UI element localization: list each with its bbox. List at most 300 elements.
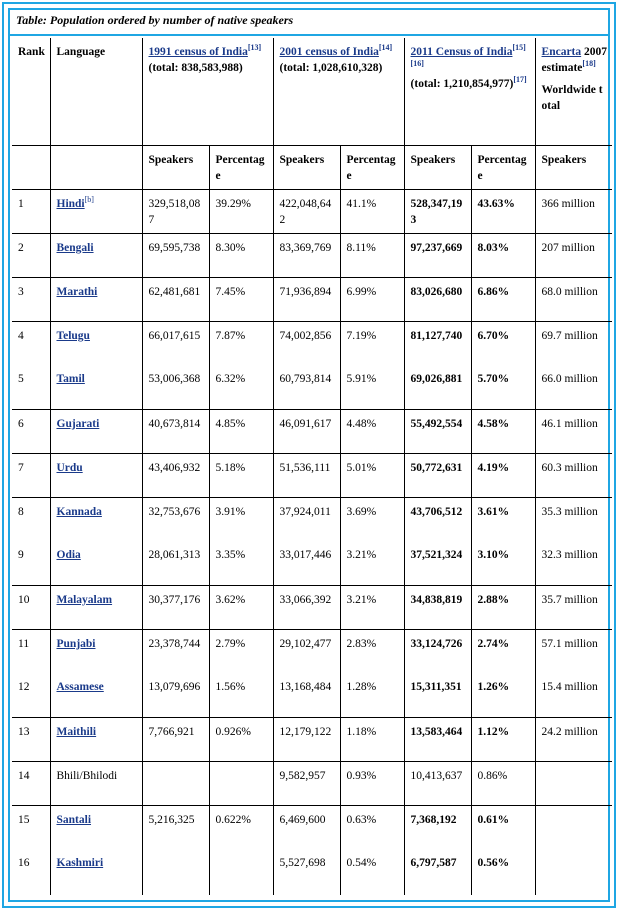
cell-rank-text: 13 [18, 725, 30, 738]
cell-speakers-2001 [273, 409, 340, 453]
cell-encarta [535, 805, 612, 849]
cell-speakers-2011-text: 13,583,464 [410, 725, 463, 738]
cell-speakers-2001-text: 51,536,111 [279, 461, 331, 474]
cell-language [50, 673, 142, 717]
cell-percentage-1991 [209, 233, 273, 277]
cell-percentage-2011-text: 3.61% [477, 505, 510, 518]
cell-percentage-2001-text: 41.1% [346, 197, 377, 210]
cell-speakers-1991-text: 62,481,681 [148, 285, 201, 298]
cell-percentage-2001 [340, 673, 404, 717]
cell-speakers-2011-text: 43,706,512 [410, 505, 463, 518]
cell-encarta [535, 277, 612, 321]
cell-percentage-2011 [471, 321, 535, 365]
cell-percentage-2001-text: 1.18% [346, 725, 377, 738]
cell-speakers-2001 [273, 189, 340, 233]
cell-percentage-1991-text: 5.18% [215, 461, 246, 474]
cell-encarta-text: 68.0 million [541, 285, 598, 298]
cell-speakers-1991 [142, 805, 209, 849]
cell-rank [12, 277, 50, 321]
cell-rank [12, 673, 50, 717]
cell-speakers-1991-text: 30,377,176 [148, 593, 201, 606]
cell-speakers-2011-text: 34,838,819 [410, 593, 463, 606]
link-2011-census[interactable]: 2011 Census of India [410, 46, 513, 58]
cell-language [50, 365, 142, 409]
cell-percentage-1991 [209, 541, 273, 585]
cell-percentage-1991-text: 1.56% [215, 681, 246, 693]
cell-percentage-1991 [209, 409, 273, 453]
header-1991 [142, 38, 273, 145]
encarta-worldwide: Worldwide total [541, 84, 603, 112]
cell-percentage-1991-text: 3.62% [215, 593, 246, 606]
cell-speakers-2001-text: 33,066,392 [279, 593, 332, 606]
cell-speakers-1991-text: 5,216,325 [148, 813, 195, 826]
cell-speakers-1991-text: 40,673,814 [148, 417, 201, 430]
cell-percentage-2011 [471, 585, 535, 629]
cell-language-text[interactable]: Punjabi [56, 637, 96, 650]
cell-language-text[interactable]: Hindi [56, 197, 85, 210]
cell-encarta [535, 673, 612, 717]
subheader-percentage-2011: Percentage [471, 145, 535, 189]
cell-percentage-2001-text: 3.69% [346, 505, 377, 518]
cell-encarta [535, 321, 612, 365]
total-1991: (total: 838,583,988) [148, 62, 243, 74]
cell-encarta [535, 585, 612, 629]
cell-percentage-2011 [471, 277, 535, 321]
cell-percentage-2011-text: 0.56% [477, 857, 510, 869]
cell-speakers-2001-text: 46,091,617 [279, 417, 332, 430]
cell-percentage-2011 [471, 541, 535, 585]
cell-rank-text: 5 [18, 373, 24, 385]
cell-encarta-text: 15.4 million [541, 681, 598, 693]
cell-encarta-text: 57.1 million [541, 637, 598, 650]
cell-speakers-2001 [273, 673, 340, 717]
cell-language-text[interactable]: Marathi [56, 285, 98, 298]
cell-speakers-2011 [404, 673, 471, 717]
cell-percentage-2001 [340, 277, 404, 321]
cell-encarta-text: 207 million [541, 241, 595, 254]
cell-percentage-1991 [209, 805, 273, 849]
cell-speakers-1991 [142, 673, 209, 717]
cell-speakers-2011-text: 81,127,740 [410, 329, 463, 342]
ref-encarta[interactable]: [18] [582, 59, 596, 69]
cell-percentage-2001-text: 0.93% [346, 769, 377, 782]
cell-percentage-2001-text: 8.11% [346, 241, 376, 254]
cell-speakers-2011-text: 528,347,193 [410, 197, 463, 226]
cell-percentage-1991 [209, 761, 273, 805]
cell-percentage-2011-text: 1.26% [477, 681, 510, 693]
cell-percentage-1991-text: 7.87% [215, 329, 246, 342]
header-rank: Rank [12, 38, 50, 145]
header-2001 [273, 38, 404, 145]
cell-percentage-1991-text: 8.30% [215, 241, 246, 254]
cell-speakers-2001 [273, 321, 340, 365]
ref-1991[interactable]: [13] [247, 43, 262, 53]
cell-percentage-2001-text: 3.21% [346, 593, 377, 606]
cell-speakers-2001 [273, 233, 340, 277]
cell-percentage-2011 [471, 189, 535, 233]
cell-speakers-2001 [273, 849, 340, 895]
cell-rank-text: 2 [18, 241, 24, 254]
cell-speakers-2011 [404, 717, 471, 761]
cell-percentage-2011 [471, 717, 535, 761]
subheader-empty-rank [12, 145, 50, 189]
cell-language [50, 541, 142, 585]
cell-speakers-1991 [142, 321, 209, 365]
cell-speakers-2011-text: 7,368,192 [410, 813, 457, 826]
cell-rank [12, 629, 50, 673]
cell-percentage-1991 [209, 717, 273, 761]
cell-speakers-1991-text: 69,595,738 [148, 241, 201, 254]
table-row [12, 673, 612, 717]
cell-rank-text: 15 [18, 813, 30, 826]
cell-encarta-text: 46.1 million [541, 417, 598, 430]
cell-language [50, 717, 142, 761]
cell-language [50, 629, 142, 673]
header-language: Language [50, 38, 142, 145]
cell-percentage-2001 [340, 629, 404, 673]
cell-speakers-1991-text: 32,753,676 [148, 505, 201, 518]
cell-percentage-1991 [209, 189, 273, 233]
cell-language [50, 761, 142, 805]
cell-speakers-1991 [142, 761, 209, 805]
table-body [12, 189, 612, 895]
cell-speakers-1991-text: 28,061,313 [148, 549, 201, 561]
cell-rank [12, 761, 50, 805]
cell-language [50, 805, 142, 849]
cell-encarta [535, 761, 612, 805]
cell-speakers-2001-text: 12,179,122 [279, 725, 332, 738]
subheader-speakers-2001: Speakers [273, 145, 340, 189]
cell-speakers-2001 [273, 629, 340, 673]
cell-speakers-2011 [404, 541, 471, 585]
cell-encarta [535, 365, 612, 409]
cell-speakers-1991 [142, 541, 209, 585]
cell-percentage-2001 [340, 541, 404, 585]
cell-speakers-2011-text: 83,026,680 [410, 285, 463, 298]
cell-percentage-1991 [209, 497, 273, 541]
cell-percentage-2001 [340, 233, 404, 277]
cell-percentage-1991-text: 2.79% [215, 637, 246, 650]
cell-speakers-2001-text: 422,048,642 [279, 197, 332, 226]
caption-divider [10, 34, 608, 36]
table-row [12, 849, 612, 895]
cell-speakers-2001 [273, 497, 340, 541]
cell-speakers-2001-text: 33,017,446 [279, 549, 332, 561]
cell-speakers-2011 [404, 497, 471, 541]
cell-speakers-2001-text: 37,924,011 [279, 505, 331, 518]
cell-speakers-1991 [142, 629, 209, 673]
cell-percentage-1991-text: 0.622% [215, 813, 251, 826]
cell-rank [12, 717, 50, 761]
cell-percentage-2011-text: 3.10% [477, 549, 510, 561]
cell-speakers-1991 [142, 233, 209, 277]
cell-speakers-2001-text: 6,469,600 [279, 813, 326, 826]
cell-speakers-1991-text: 66,017,615 [148, 329, 201, 342]
table-row [12, 321, 612, 365]
cell-percentage-2001 [340, 805, 404, 849]
cell-percentage-2011-text: 5.70% [477, 373, 510, 385]
cell-percentage-1991-text: 4.85% [215, 417, 246, 430]
cell-percentage-2001-text: 6.99% [346, 285, 377, 298]
cell-speakers-2011-text: 33,124,726 [410, 637, 463, 650]
cell-rank [12, 233, 50, 277]
cell-percentage-2001 [340, 453, 404, 497]
total-2011: (total: 1,210,854,977) [410, 78, 514, 90]
cell-speakers-2011 [404, 805, 471, 849]
table-row [12, 541, 612, 585]
cell-language-text[interactable]: Telugu [56, 329, 90, 342]
cell-percentage-2001-text: 7.19% [346, 329, 377, 342]
subheader-speakers-encarta: Speakers [535, 145, 612, 189]
cell-speakers-2011 [404, 189, 471, 233]
cell-rank [12, 805, 50, 849]
cell-language-text[interactable]: Kashmiri [56, 857, 104, 869]
table-row [12, 585, 612, 629]
cell-speakers-2011 [404, 453, 471, 497]
cell-rank [12, 541, 50, 585]
subheader-percentage-1991: Percentage [209, 145, 273, 189]
cell-speakers-2001 [273, 717, 340, 761]
cell-speakers-1991-text: 23,378,744 [148, 637, 201, 650]
table-row [12, 409, 612, 453]
cell-speakers-1991 [142, 409, 209, 453]
cell-percentage-2001-text: 3.21% [346, 549, 377, 561]
cell-speakers-1991 [142, 277, 209, 321]
cell-encarta [535, 233, 612, 277]
cell-encarta-text: 32.3 million [541, 549, 598, 561]
cell-percentage-2001 [340, 849, 404, 895]
cell-percentage-2011 [471, 629, 535, 673]
cell-speakers-2011 [404, 849, 471, 895]
cell-rank-text: 14 [18, 769, 30, 782]
cell-language-text[interactable]: Tamil [56, 373, 85, 385]
total-2001: (total: 1,028,610,328) [279, 62, 383, 74]
cell-rank-text: 12 [18, 681, 30, 693]
cell-speakers-1991 [142, 189, 209, 233]
cell-rank-text: 1 [18, 197, 24, 210]
cell-language-text[interactable]: Bengali [56, 241, 94, 254]
cell-rank [12, 365, 50, 409]
cell-percentage-1991 [209, 629, 273, 673]
cell-speakers-1991-text: 43,406,932 [148, 461, 201, 474]
header-encarta [535, 38, 612, 145]
subheader-speakers-1991: Speakers [142, 145, 209, 189]
cell-speakers-1991 [142, 453, 209, 497]
cell-rank-text: 6 [18, 417, 24, 430]
cell-speakers-2001 [273, 541, 340, 585]
cell-speakers-2011 [404, 321, 471, 365]
cell-percentage-1991 [209, 321, 273, 365]
cell-speakers-2001-text: 13,168,484 [279, 681, 332, 693]
cell-speakers-2001 [273, 761, 340, 805]
cell-language [50, 233, 142, 277]
cell-speakers-2001 [273, 453, 340, 497]
cell-rank-text: 11 [18, 637, 30, 650]
ref-2011-total[interactable]: [17] [513, 75, 527, 85]
cell-rank-text: 16 [18, 857, 30, 869]
cell-rank-text: 7 [18, 461, 24, 474]
table-inner-frame [8, 8, 610, 902]
link-1991-census[interactable]: 1991 census of India [148, 46, 248, 58]
cell-rank [12, 321, 50, 365]
subheader-speakers-2011: Speakers [404, 145, 471, 189]
cell-speakers-2011 [404, 761, 471, 805]
cell-language-text[interactable]: Malayalam [56, 593, 113, 606]
cell-speakers-2001-text: 5,527,698 [279, 857, 326, 869]
cell-rank [12, 409, 50, 453]
cell-percentage-2001 [340, 189, 404, 233]
cell-speakers-1991 [142, 717, 209, 761]
cell-percentage-1991 [209, 849, 273, 895]
cell-percentage-2011-text: 0.61% [477, 813, 510, 826]
cell-speakers-2011 [404, 365, 471, 409]
cell-speakers-2001 [273, 585, 340, 629]
subheader-empty-language [50, 145, 142, 189]
cell-speakers-2011 [404, 629, 471, 673]
table-caption: Table: Population ordered by number of native speakers [16, 13, 294, 27]
cell-percentage-1991 [209, 673, 273, 717]
cell-encarta-text: 35.3 million [541, 505, 598, 518]
cell-speakers-2001 [273, 365, 340, 409]
subheader-row [12, 145, 612, 189]
cell-speakers-2001-text: 83,369,769 [279, 241, 332, 254]
cell-speakers-1991-text: 329,518,087 [148, 197, 201, 226]
cell-speakers-1991 [142, 497, 209, 541]
cell-speakers-2011-text: 97,237,669 [410, 241, 463, 254]
cell-percentage-2011 [471, 453, 535, 497]
cell-percentage-1991-text: 3.35% [215, 549, 246, 561]
ref-2011[interactable]: [15][16] [410, 43, 526, 69]
cell-language [50, 189, 142, 233]
cell-percentage-2011-text: 43.63% [477, 197, 515, 210]
cell-speakers-1991-text: 13,079,696 [148, 681, 201, 693]
cell-speakers-2011-text: 69,026,881 [410, 373, 463, 385]
table-row [12, 277, 612, 321]
table-row [12, 365, 612, 409]
cell-percentage-2011 [471, 805, 535, 849]
cell-percentage-1991 [209, 453, 273, 497]
cell-language-text[interactable]: Gujarati [56, 417, 100, 430]
cell-percentage-1991-text: 0.926% [215, 725, 251, 738]
cell-language-text[interactable]: Santali [56, 813, 92, 826]
cell-language-text[interactable]: Odia [56, 549, 81, 561]
cell-encarta-text: 66.0 million [541, 373, 598, 385]
encarta-estimate: 2007 estimate [541, 46, 608, 74]
cell-percentage-2011 [471, 233, 535, 277]
cell-rank [12, 189, 50, 233]
subheader-percentage-2001: Percentage [340, 145, 404, 189]
cell-speakers-1991 [142, 365, 209, 409]
cell-encarta [535, 541, 612, 585]
cell-percentage-2001 [340, 365, 404, 409]
table-row [12, 453, 612, 497]
population-table [12, 38, 612, 895]
cell-language [50, 277, 142, 321]
cell-rank-text: 9 [18, 549, 24, 561]
cell-encarta-text: 60.3 million [541, 461, 598, 474]
cell-rank-text: 3 [18, 285, 24, 298]
cell-encarta [535, 409, 612, 453]
link-2001-census[interactable]: 2001 census of India [279, 46, 379, 58]
cell-encarta [535, 497, 612, 541]
cell-percentage-1991 [209, 277, 273, 321]
table-row [12, 717, 612, 761]
cell-language-text[interactable]: Maithili [56, 725, 97, 738]
cell-speakers-2011 [404, 585, 471, 629]
table-frame [2, 2, 616, 908]
cell-rank [12, 453, 50, 497]
cell-percentage-2011 [471, 409, 535, 453]
table-row [12, 629, 612, 673]
cell-speakers-2001-text: 29,102,477 [279, 637, 332, 650]
cell-rank [12, 497, 50, 541]
cell-speakers-1991 [142, 849, 209, 895]
cell-speakers-2001-text: 71,936,894 [279, 285, 332, 298]
cell-language [50, 497, 142, 541]
cell-percentage-1991-text: 3.91% [215, 505, 246, 518]
cell-encarta [535, 189, 612, 233]
cell-language-text[interactable]: Assamese [56, 681, 104, 693]
cell-speakers-2001-text: 9,582,957 [279, 769, 326, 782]
cell-percentage-2011 [471, 761, 535, 805]
cell-percentage-2011-text: 2.74% [477, 637, 510, 650]
cell-language-text[interactable]: Urdu [56, 461, 83, 474]
cell-speakers-2001-text: 74,002,856 [279, 329, 332, 342]
cell-language [50, 849, 142, 895]
cell-speakers-1991-text: 53,006,368 [148, 373, 201, 385]
cell-language-text[interactable]: Kannada [56, 505, 102, 518]
cell-percentage-2001-text: 5.01% [346, 461, 377, 474]
cell-speakers-1991 [142, 585, 209, 629]
header-2011 [404, 38, 535, 145]
cell-percentage-2001 [340, 761, 404, 805]
cell-speakers-2011-text: 10,413,637 [410, 769, 463, 782]
cell-encarta [535, 849, 612, 895]
cell-rank-text: 4 [18, 329, 24, 342]
cell-language [50, 453, 142, 497]
table-row [12, 233, 612, 277]
link-encarta[interactable]: Encarta [541, 46, 582, 58]
cell-speakers-2001 [273, 277, 340, 321]
cell-language [50, 409, 142, 453]
cell-percentage-2011 [471, 365, 535, 409]
cell-percentage-2001-text: 5.91% [346, 373, 377, 385]
cell-percentage-2001-text: 1.28% [346, 681, 377, 693]
cell-percentage-2011-text: 6.86% [477, 285, 510, 298]
table-row [12, 805, 612, 849]
ref-2001[interactable]: [14] [378, 43, 393, 53]
cell-percentage-1991-text: 7.45% [215, 285, 246, 298]
table-row [12, 497, 612, 541]
cell-speakers-2011 [404, 409, 471, 453]
cell-rank-text: 8 [18, 505, 24, 518]
cell-percentage-2011 [471, 497, 535, 541]
cell-encarta-text: 69.7 million [541, 329, 598, 342]
cell-speakers-2001-text: 60,793,814 [279, 373, 332, 385]
cell-percentage-2001 [340, 585, 404, 629]
cell-percentage-2001 [340, 321, 404, 365]
cell-speakers-2011-text: 55,492,554 [410, 417, 463, 430]
cell-percentage-1991 [209, 365, 273, 409]
cell-percentage-2011-text: 0.86% [477, 769, 508, 782]
cell-speakers-2011-text: 37,521,324 [410, 549, 463, 561]
language-ref[interactable]: [b] [84, 194, 94, 204]
cell-encarta-text: 366 million [541, 197, 595, 210]
cell-percentage-2011-text: 6.70% [477, 329, 510, 342]
cell-percentage-2001 [340, 497, 404, 541]
cell-percentage-2001-text: 0.63% [346, 813, 377, 826]
cell-speakers-2011 [404, 233, 471, 277]
